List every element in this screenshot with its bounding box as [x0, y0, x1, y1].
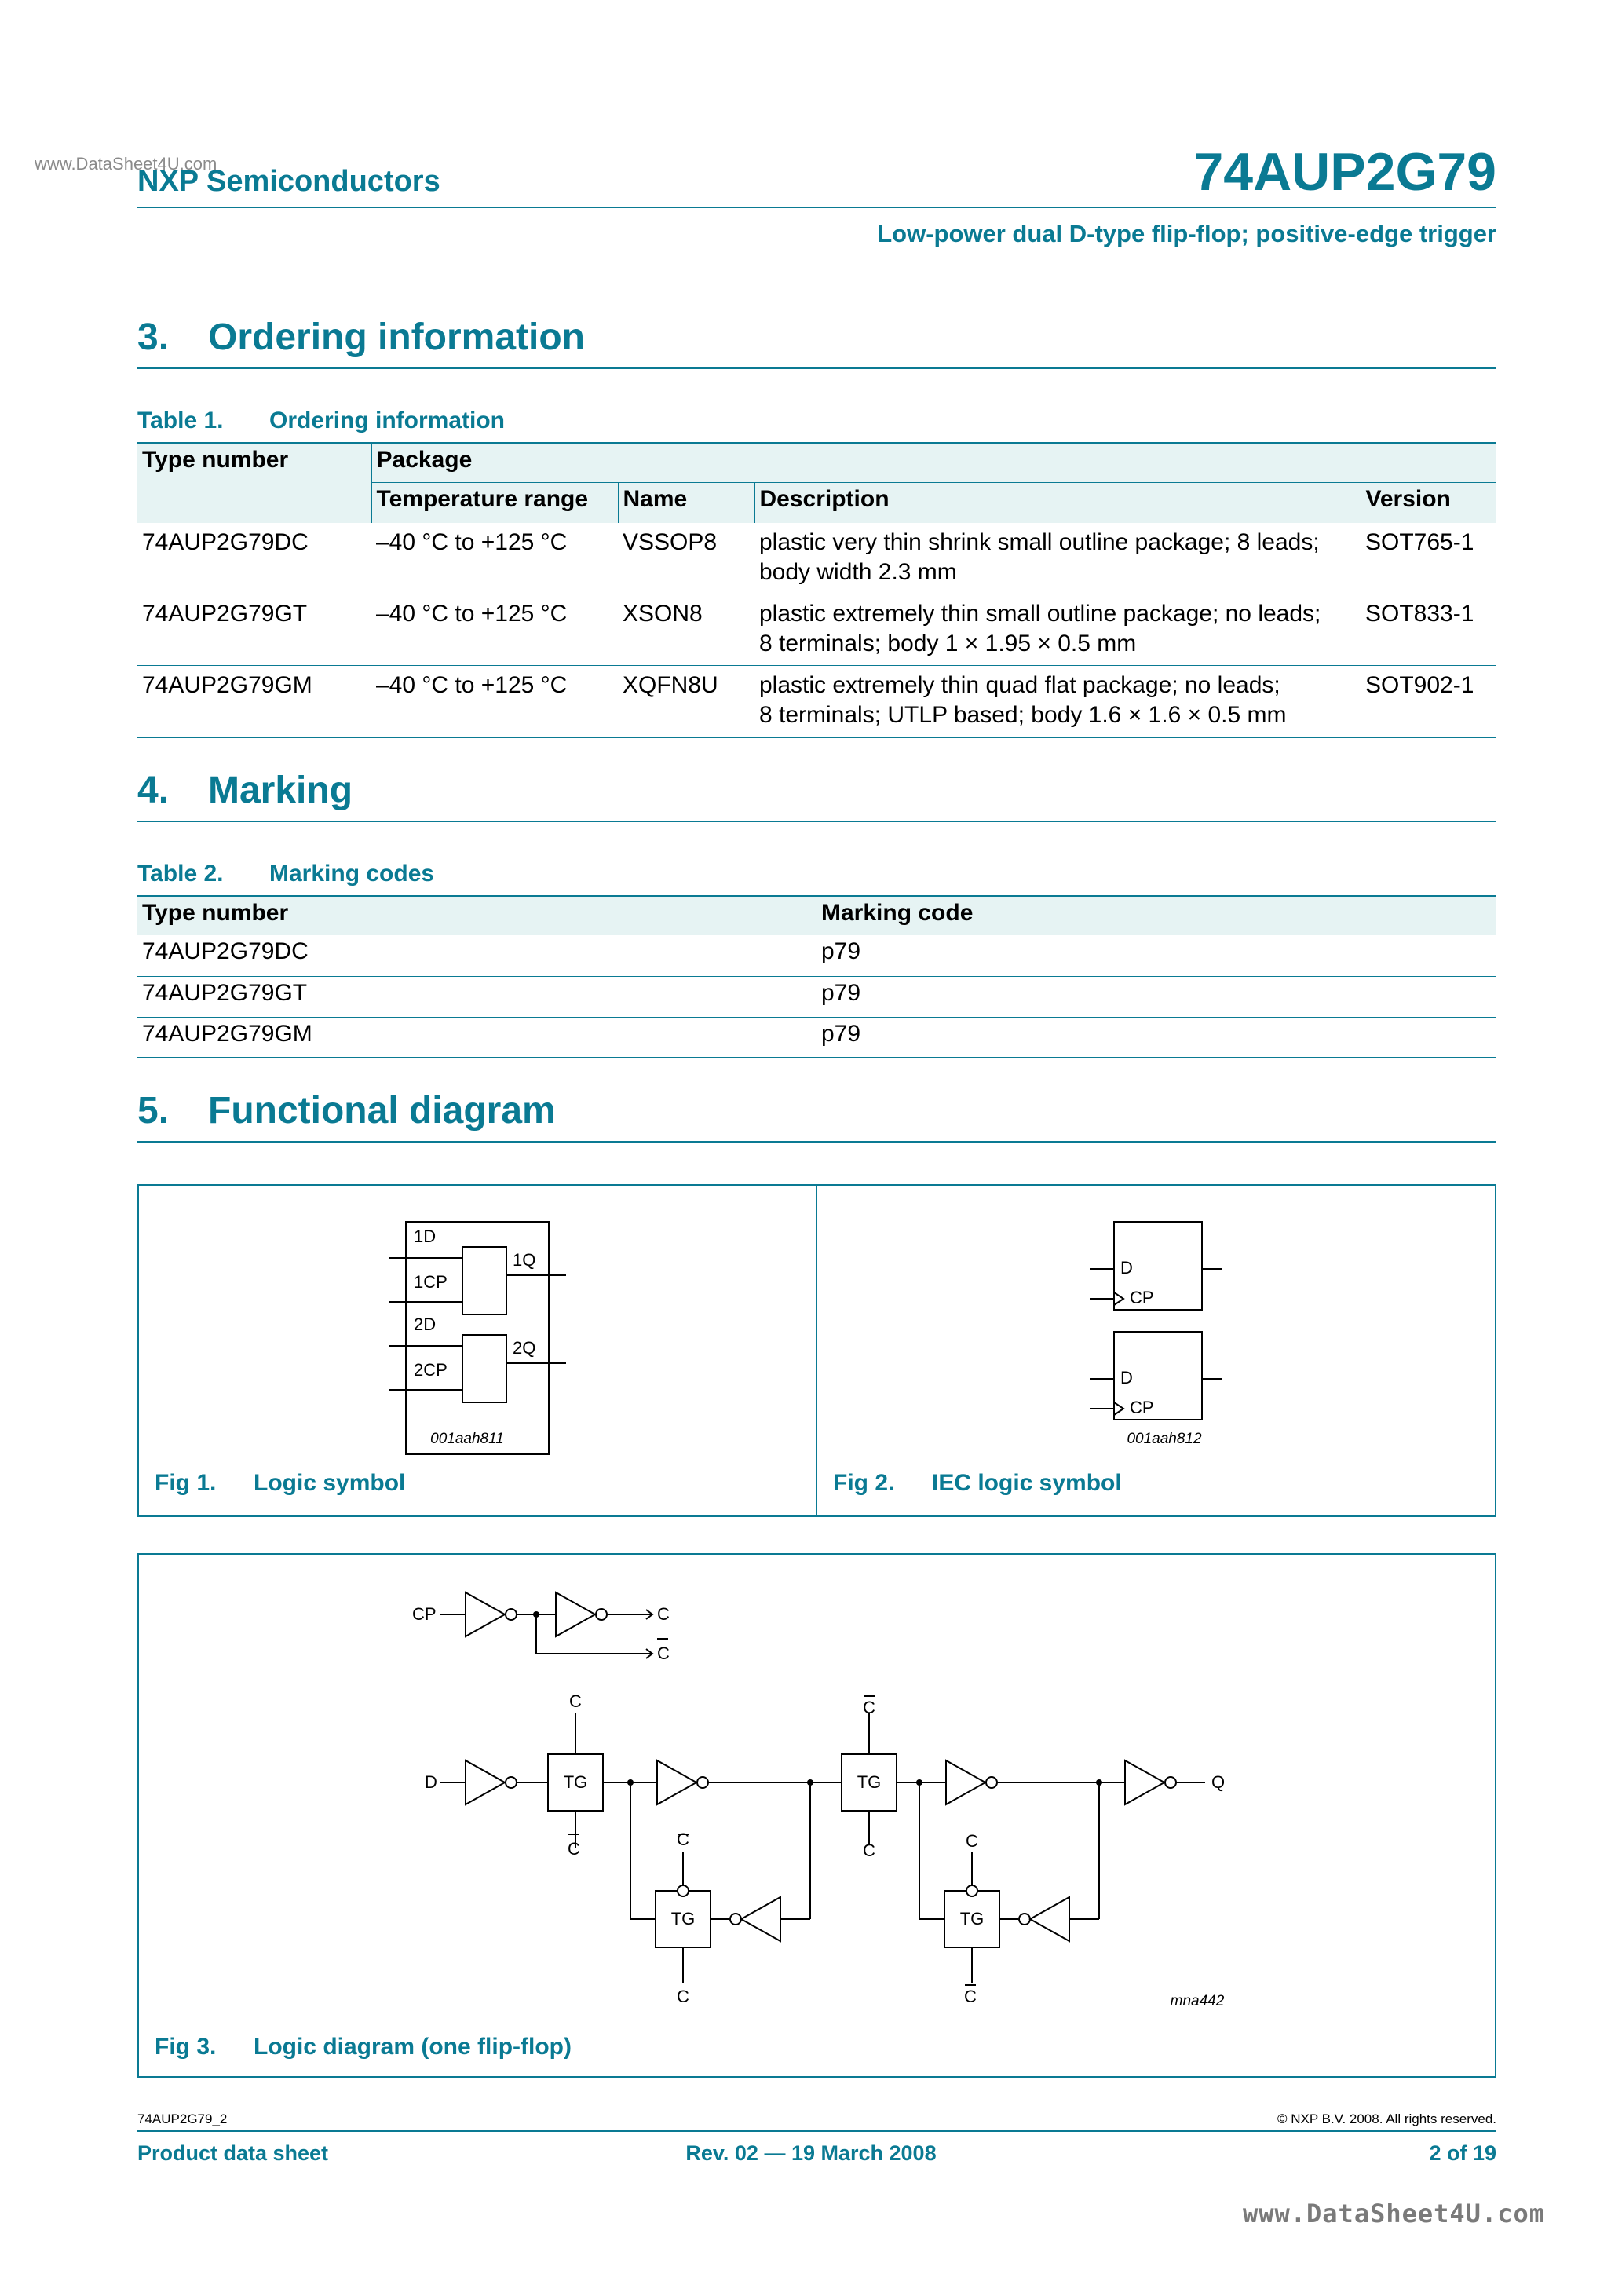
- cell-marking-code: p79: [821, 1020, 861, 1047]
- c-label: C: [966, 1831, 978, 1851]
- figure-code: 001aah811: [430, 1431, 504, 1447]
- table-title: Marking codes: [269, 861, 435, 887]
- iec-logic-symbol-diagram: [817, 1186, 1495, 1515]
- footer-doc-type: Product data sheet: [137, 2141, 329, 2165]
- d-input-label: D: [425, 1772, 437, 1792]
- c-output-label: C: [657, 1604, 670, 1624]
- section-title: Ordering information: [208, 316, 585, 358]
- description-line: plastic extremely thin small outline package; no leads;: [759, 601, 1321, 627]
- cell-type: 74AUP2G79DC: [137, 935, 816, 976]
- inverter: [741, 1897, 780, 1941]
- tg-label: TG: [670, 1909, 696, 1929]
- cbar-output-label: C: [657, 1643, 670, 1663]
- logic-diagram: [139, 1555, 1495, 2076]
- inverter: [946, 1760, 985, 1804]
- footer-page-number: 2 of 19: [1429, 2141, 1496, 2165]
- pin-2cp-label: 2CP: [414, 1360, 448, 1380]
- cell-type: 74AUP2G79DC: [137, 523, 371, 594]
- table-row: [137, 666, 1496, 738]
- section-rule: [137, 1141, 1496, 1143]
- cell-marking-code: p79: [816, 976, 1496, 1017]
- cell-type: 74AUP2G79GT: [137, 976, 816, 1017]
- cell-description: [754, 523, 1361, 594]
- cbar-label: C: [677, 1830, 689, 1849]
- figure-number: Fig 2.: [833, 1470, 895, 1496]
- header-marking-code: Marking code: [816, 896, 1496, 935]
- cell-version: SOT833-1: [1361, 594, 1496, 666]
- table-title: Ordering information: [269, 408, 505, 433]
- header-type-number: Type number: [137, 443, 371, 523]
- description-line: body width 2.3 mm: [759, 559, 957, 585]
- pin-d-label: D: [1120, 1368, 1133, 1387]
- pin-1d-label: 1D: [414, 1227, 437, 1246]
- figure-3-box: [137, 1553, 1496, 2078]
- figure-2-box: [816, 1184, 1496, 1517]
- tg-label: TG: [563, 1772, 588, 1792]
- q-output-label: Q: [1211, 1772, 1226, 1792]
- company-name: NXP Semiconductors: [137, 165, 440, 198]
- cell-version: SOT765-1: [1361, 523, 1496, 594]
- cell-name: XQFN8U: [623, 672, 718, 698]
- header-version: Version: [1361, 482, 1496, 523]
- table-number: Table 2.: [137, 861, 224, 887]
- inverter: [657, 1760, 696, 1804]
- description-line: 8 terminals; UTLP based; body 1.6 × 1.6 × 0.5 mm: [759, 702, 1287, 728]
- header-description: Description: [754, 482, 1361, 523]
- figure-title: IEC logic symbol: [932, 1470, 1122, 1496]
- tg-label: TG: [857, 1772, 882, 1792]
- cell-temp: –40 °C to +125 °C: [371, 594, 618, 666]
- pin-cp-label: CP: [1130, 1288, 1154, 1307]
- section-3-heading: [137, 316, 585, 359]
- watermark-top: www.DataSheet4U.com: [35, 154, 217, 174]
- c-label: C: [677, 1987, 689, 2006]
- tg-label: TG: [959, 1909, 985, 1929]
- cell-name: XSON8: [618, 594, 754, 666]
- cbar-label: C: [964, 1987, 977, 2006]
- cell-description: [754, 666, 1361, 738]
- inverter: [556, 1592, 595, 1636]
- table-row: [137, 1017, 1496, 1058]
- figure-title: Logic diagram (one flip-flop): [254, 2034, 572, 2060]
- section-rule: [137, 367, 1496, 369]
- figure-title: Logic symbol: [254, 1470, 406, 1496]
- part-number: 74AUP2G79: [1193, 142, 1496, 202]
- cell-description: [754, 594, 1361, 666]
- cbar-label: C: [863, 1698, 875, 1717]
- figure-2-caption: [833, 1470, 1122, 1497]
- pin-2q-label: 2Q: [513, 1338, 536, 1358]
- figure-3-caption: [155, 2034, 572, 2060]
- section-number: 5.: [137, 1090, 170, 1132]
- table-1-caption: [137, 408, 505, 434]
- figure-number: Fig 1.: [155, 1470, 217, 1496]
- cell-type: 74AUP2G79GT: [137, 594, 371, 666]
- cell-type: 74AUP2G79GM: [142, 672, 312, 698]
- table-row: [137, 523, 1496, 594]
- cbar-label: C: [568, 1839, 580, 1859]
- table-row: [137, 976, 1496, 1017]
- description-line: 8 terminals; body 1 × 1.95 × 0.5 mm: [759, 631, 1137, 656]
- pin-2d-label: 2D: [414, 1314, 437, 1334]
- header-rule: [137, 207, 1496, 208]
- table-2-caption: [137, 861, 434, 887]
- cell-temp: –40 °C to +125 °C: [371, 523, 618, 594]
- cell-type: 74AUP2G79GM: [142, 1020, 312, 1047]
- logic-symbol-diagram: [139, 1186, 816, 1515]
- figure-code: 001aah812: [1127, 1431, 1202, 1447]
- ordering-table: [137, 442, 1496, 738]
- inverter: [466, 1760, 505, 1804]
- section-4-heading: [137, 769, 353, 812]
- section-5-heading: [137, 1089, 556, 1132]
- c-label: C: [569, 1691, 582, 1711]
- footer-revision: Rev. 02 — 19 March 2008: [685, 2141, 937, 2165]
- cp-input-label: CP: [412, 1604, 437, 1624]
- header-package: Package: [371, 443, 1496, 482]
- header-name: Name: [618, 482, 754, 523]
- pin-1q-label: 1Q: [513, 1250, 536, 1270]
- cell-marking-code: p79: [816, 935, 1496, 976]
- section-title: Functional diagram: [208, 1090, 556, 1132]
- description-line: plastic very thin shrink small outline package; 8 leads;: [759, 529, 1320, 555]
- cell-version: SOT902-1: [1365, 672, 1474, 698]
- pin-cp-label: CP: [1130, 1398, 1154, 1417]
- footer-rule: [137, 2130, 1496, 2132]
- pin-d-label: D: [1120, 1258, 1133, 1278]
- table-row: [137, 935, 1496, 976]
- header-type-number: Type number: [137, 896, 816, 935]
- section-number: 3.: [137, 316, 170, 358]
- inverter: [1125, 1760, 1164, 1804]
- inverter: [1030, 1897, 1069, 1941]
- table-row: [137, 594, 1496, 666]
- footer-copyright: © NXP B.V. 2008. All rights reserved.: [1277, 2111, 1496, 2126]
- figure-1-caption: [155, 1470, 405, 1497]
- watermark-bottom: www.DataSheet4U.com: [1242, 2199, 1545, 2228]
- c-label: C: [863, 1841, 875, 1860]
- footer-doc-id: 74AUP2G79_2: [137, 2111, 228, 2126]
- inverter: [466, 1592, 505, 1636]
- section-title: Marking: [208, 770, 353, 811]
- header-temp-range: Temperature range: [371, 482, 618, 523]
- document-subtitle: Low-power dual D-type flip-flop; positive-edge trigger: [877, 220, 1496, 247]
- table-number: Table 1.: [137, 408, 224, 433]
- marking-table: [137, 895, 1496, 1058]
- figure-1-box: [137, 1184, 817, 1517]
- cell-temp: –40 °C to +125 °C: [376, 672, 568, 698]
- figure-number: Fig 3.: [155, 2034, 217, 2060]
- section-rule: [137, 821, 1496, 822]
- description-line: plastic extremely thin quad flat package; no leads;: [759, 672, 1280, 698]
- cell-name: VSSOP8: [618, 523, 754, 594]
- figure-code: mna442: [1170, 1993, 1225, 2009]
- pin-1cp-label: 1CP: [414, 1272, 448, 1292]
- section-number: 4.: [137, 770, 170, 811]
